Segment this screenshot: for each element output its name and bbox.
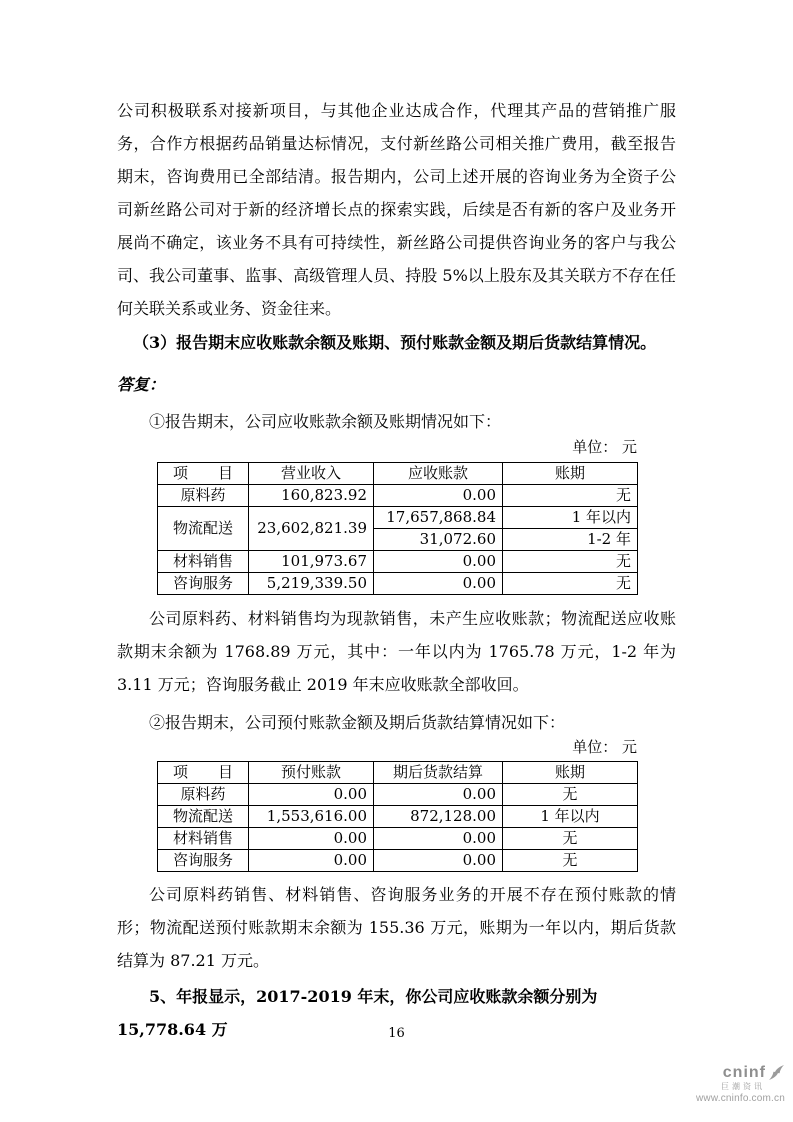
table-row bbox=[158, 828, 638, 850]
table-cell: 无 bbox=[503, 485, 638, 507]
reply-label: 答复： bbox=[117, 375, 166, 394]
table-header-cell: 应收账款 bbox=[374, 463, 503, 485]
cninfo-logo-text: cninf bbox=[722, 1064, 766, 1081]
table-cell: 无 bbox=[503, 828, 638, 850]
paragraph-consulting-business: 公司积极联系对接新项目，与其他企业达成合作，代理其产品的营销推广服务，合作方根据药品销量达标情况，支付新丝路公司相关推广费用，截至报告期末，咨询费用已全部结清。报告期内，公司上述开展的咨询业务为全资子公司新丝路公司对于新的经济增长点的探索实践，后续是否有新的客户及业务开展尚不确定，该业务不具有可持续性，新丝路公司提供咨询业务的客户与我公司、我公司董事、监事、高级管理人员、持股 5%以上股东及其关联方不存在任何关联关系或业务、资金往来。 bbox=[117, 101, 676, 318]
item-1-intro: ①报告期末，公司应收账款余额及账期情况如下： bbox=[149, 412, 502, 431]
table-cell: 无 bbox=[503, 573, 638, 595]
table-cell: 无 bbox=[503, 551, 638, 573]
table-cell: 1 年以内 bbox=[503, 806, 638, 828]
table-cell: 1-2 年 bbox=[503, 529, 638, 551]
table-cell: 23,602,821.39 bbox=[249, 507, 374, 551]
prepayments-table bbox=[157, 761, 638, 872]
table-row bbox=[158, 573, 638, 595]
table-cell: 0.00 bbox=[374, 828, 503, 850]
table-cell: 0.00 bbox=[249, 850, 374, 872]
table-cell: 0.00 bbox=[249, 828, 374, 850]
table-row bbox=[158, 507, 638, 529]
table1-unit-label: 单位： 元 bbox=[572, 438, 637, 456]
table-cell: 31,072.60 bbox=[374, 529, 503, 551]
table-row bbox=[158, 850, 638, 872]
cninfo-logo-subtitle: 巨潮资讯 bbox=[721, 1081, 765, 1091]
table-cell: 材料销售 bbox=[158, 828, 249, 850]
table-cell: 咨询服务 bbox=[158, 573, 249, 595]
table-cell: 1,553,616.00 bbox=[249, 806, 374, 828]
table-header-cell: 期后货款结算 bbox=[374, 762, 503, 784]
table-cell: 0.00 bbox=[374, 551, 503, 573]
table-cell: 5,219,339.50 bbox=[249, 573, 374, 595]
table-cell: 原料药 bbox=[158, 485, 249, 507]
table-cell: 160,823.92 bbox=[249, 485, 374, 507]
table-cell: 咨询服务 bbox=[158, 850, 249, 872]
cninfo-logo-row bbox=[685, 1064, 785, 1082]
table-cell: 0.00 bbox=[374, 784, 503, 806]
section-heading-3: （3）报告期末应收账款余额及账期、预付账款金额及期后货款结算情况。 bbox=[133, 333, 657, 352]
cninfo-swirl-icon bbox=[768, 1064, 785, 1081]
paragraph-receivables-summary: 公司原料药、材料销售均为现款销售，未产生应收账款；物流配送应收账款期末余额为 1768.89 万元，其中：一年以内为 1765.78 万元，1-2 年为 3.11 万元；咨询服务截止 2019 年末应收账款全部收回。 bbox=[117, 609, 676, 694]
table-header-row bbox=[158, 463, 638, 485]
table-row bbox=[158, 784, 638, 806]
item-2-intro: ②报告期末，公司预付账款金额及期后货款结算情况如下： bbox=[149, 713, 566, 732]
table-header-cell: 账期 bbox=[503, 463, 638, 485]
table-cell: 872,128.00 bbox=[374, 806, 503, 828]
table-cell: 0.00 bbox=[374, 573, 503, 595]
table-row bbox=[158, 806, 638, 828]
table-header-cell: 项 目 bbox=[158, 463, 249, 485]
table-header-row bbox=[158, 762, 638, 784]
table-cell: 101,973.67 bbox=[249, 551, 374, 573]
receivables-table bbox=[157, 462, 638, 595]
question-5-heading: 5、年报显示，2017-2019 年末，你公司应收账款余额分别为 15,778.64 万 bbox=[117, 987, 598, 1039]
table-cell: 无 bbox=[503, 784, 638, 806]
table-header-cell: 营业收入 bbox=[249, 463, 374, 485]
table-header-cell: 预付账款 bbox=[249, 762, 374, 784]
table-cell: 物流配送 bbox=[158, 806, 249, 828]
table-header-cell: 账期 bbox=[503, 762, 638, 784]
table-cell: 物流配送 bbox=[158, 507, 249, 551]
table-cell: 材料销售 bbox=[158, 551, 249, 573]
table-cell: 0.00 bbox=[374, 485, 503, 507]
page-number: 16 bbox=[388, 1026, 405, 1041]
table-row bbox=[158, 551, 638, 573]
table-cell: 无 bbox=[503, 850, 638, 872]
table-cell: 0.00 bbox=[374, 850, 503, 872]
table-cell: 1 年以内 bbox=[503, 507, 638, 529]
table-row bbox=[158, 485, 638, 507]
table-cell: 0.00 bbox=[249, 784, 374, 806]
table-cell: 原料药 bbox=[158, 784, 249, 806]
cninfo-logo bbox=[685, 1064, 785, 1104]
table2-unit-label: 单位： 元 bbox=[572, 738, 637, 756]
table-cell: 17,657,868.84 bbox=[374, 507, 503, 529]
paragraph-prepayments-summary: 公司原料药销售、材料销售、咨询服务业务的开展不存在预付账款的情形；物流配送预付账款期末余额为 155.36 万元，账期为一年以内，期后货款结算为 87.21 万元。 bbox=[117, 885, 676, 970]
table-header-cell: 项 目 bbox=[158, 762, 249, 784]
cninfo-logo-url: www.cninfo.com.cn bbox=[696, 1093, 785, 1105]
